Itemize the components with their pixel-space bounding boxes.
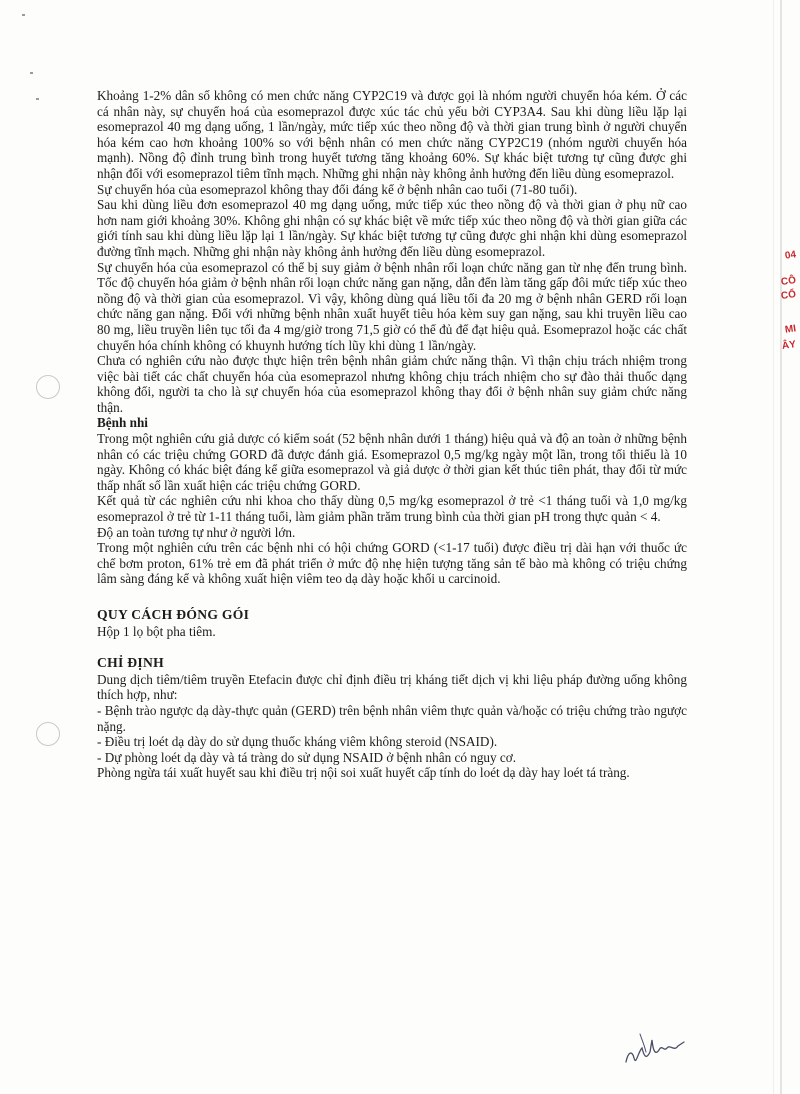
indication-item: - Dự phòng loét dạ dày và tá tràng do sử dụng NSAID ở bệnh nhân có nguy cơ. — [97, 749, 517, 765]
scan-speck — [30, 72, 33, 74]
handwritten-signature — [622, 1022, 688, 1072]
stamp-text: 04 — [784, 249, 797, 262]
pediatric-paragraph: Kết quả từ các nghiên cứu nhi khoa cho thấy dùng 0,5 mg/kg esomeprazol ở trẻ <1 tháng tuổi và 1,0 mg/kg esomeprazol ở trẻ từ 1-11 tháng tuổi, làm giảm phần trăm trung bình của thời gian pH trong thực quản < 4. — [97, 493, 687, 525]
scan-speck — [22, 14, 25, 16]
document-body — [97, 88, 687, 781]
indications-outro: Phòng ngừa tái xuất huyết sau khi điều trị nội soi xuất huyết cấp tính do loét dạ dày hay loét tá tràng. — [97, 765, 630, 781]
punch-hole-bottom — [36, 722, 60, 746]
pk-paragraph: Chưa có nghiên cứu nào được thực hiện trên bệnh nhân giảm chức năng thận. Vì thận chịu trách nhiệm trong việc bài tiết các chất chuyển hóa của esomeprazol nhưng không chịu trách nhiệm cho sự đào thải thuốc dạng không đổi, người ta cho là sự chuyển hóa của esomeprazol không thay đổi ở bệnh nhân suy giảm chức năng thận. — [97, 353, 687, 415]
red-stamp-fragment — [766, 240, 800, 380]
pk-paragraph: Khoảng 1-2% dân số không có men chức năng CYP2C19 và được gọi là nhóm người chuyển hóa kém. Ở các cá nhân này, sự chuyển hoá của esomeprazol được xúc tác chủ yếu bởi CYP3A4. Sau khi dùng liều lặp lại esomeprazol 40 mg dạng uống, 1 lần/ngày, mức tiếp xúc theo nồng độ và thời gian trung bình ở người chuyển hóa kém cao hơn khoảng 100% so với bệnh nhân có men chức năng CYP2C19 (nhóm người chuyển hóa mạnh). Nồng độ đỉnh trung bình trong huyết tương tăng khoảng 60%. Sự khác biệt tương tự cũng được ghi nhận đối với esomeprazol tiêm tĩnh mạch. Những ghi nhận này không ảnh hưởng đến liều dùng esomeprazol. — [97, 88, 687, 181]
page-edge-line-secondary — [773, 0, 774, 1094]
pk-paragraph: Sự chuyển hóa của esomeprazol có thể bị suy giảm ở bệnh nhân rối loạn chức năng gan từ nhẹ đến trung bình. Tốc độ chuyển hóa giảm ở bệnh nhân rối loạn chức năng gan nặng, dẫn đến làm tăng gấp đôi mức tiếp xúc theo nồng độ và thời gian của esomeprazol. Vì vậy, không dùng quá liều tối đa 20 mg ở bệnh nhân GERD rối loạn chức năng gan nặng. Đối với những bệnh nhân xuất huyết tiêu hóa kèm suy gan nặng, sau khi truyền liều cao 80 mg, liều truyền liên tục tối đa 4 mg/giờ trong 71,5 giờ có thể đủ để đạt hiệu quả. Esomeprazol hoặc các chất chuyển hóa chính không có khuynh hướng tích lũy khi dùng 1 lần/ngày. — [97, 259, 687, 353]
pediatric-heading: Bệnh nhi — [97, 415, 148, 431]
stamp-text: CỔ — [780, 289, 797, 302]
pediatric-paragraph: Độ an toàn tương tự như ở người lớn. — [97, 524, 296, 540]
packaging-heading: QUY CÁCH ĐÓNG GÓI — [97, 607, 250, 622]
pk-paragraph: Sau khi dùng liều đơn esomeprazol 40 mg dạng uống, mức tiếp xúc theo nồng độ và thời gian ở phụ nữ cao hơn nam giới khoảng 30%. Không ghi nhận có sự khác biệt về mức tiếp xúc theo nồng độ và thời gian giữa các giới tính sau khi dùng liều lặp lại 1 lần/ngày. Sự khác biệt tương tự cũng được ghi nhận khi dùng esomeprazol đường tĩnh mạch. Những ghi nhận này không ảnh hưởng đến liều dùng esomeprazol. — [97, 197, 687, 259]
page-edge-line — [780, 0, 782, 1094]
pk-paragraph: Sự chuyển hóa của esomeprazol không thay đổi đáng kể ở bệnh nhân cao tuổi (71-80 tuổi). — [97, 181, 578, 197]
stamp-text: CÔ — [780, 275, 797, 288]
stamp-text: MI — [784, 323, 797, 336]
stamp-text: ÂY — [781, 339, 797, 352]
indication-item: - Bệnh trào ngược dạ dày-thực quản (GERD) trên bệnh nhân viêm thực quản và/hoặc có triệu chứng trào ngược nặng. — [97, 702, 687, 734]
indications-intro: Dung dịch tiêm/tiêm truyền Etefacin được chỉ định điều trị kháng tiết dịch vị khi liệu pháp đường uống không thích hợp, như: — [97, 671, 687, 703]
pediatric-paragraph: Trong một nghiên cứu trên các bệnh nhi có hội chứng GORD (<1-17 tuổi) được điều trị dài hạn với thuốc ức chế bơm proton, 61% trẻ em đã phát triển ở mức độ nhẹ hiện tượng tăng sản tế bào mà không có triệu chứng lâm sàng đáng kể và không xuất hiện viêm teo dạ dày hoặc khối u carcinoid. — [97, 540, 687, 587]
punch-hole-top — [36, 375, 60, 399]
indications-heading: CHỈ ĐỊNH — [97, 655, 164, 671]
packaging-text: Hộp 1 lọ bột pha tiêm. — [97, 623, 216, 639]
scan-speck — [36, 98, 39, 100]
pediatric-paragraph: Trong một nghiên cứu giả dược có kiểm soát (52 bệnh nhân dưới 1 tháng) hiệu quả và độ an toàn ở những bệnh nhân có các triệu chứng GORD đã được đánh giá. Esomeprazol 0,5 mg/kg ngày một lần, trong tối thiểu là 10 ngày. Không có khác biệt đáng kể giữa esomeprazol và giả dược ở thời gian kết thúc tiên phát, thay đổi từ mức thấp nhất số lần xuất hiện các triệu chứng GORD. — [97, 431, 687, 493]
indication-item: - Điều trị loét dạ dày do sử dụng thuốc kháng viêm không steroid (NSAID). — [97, 734, 498, 750]
